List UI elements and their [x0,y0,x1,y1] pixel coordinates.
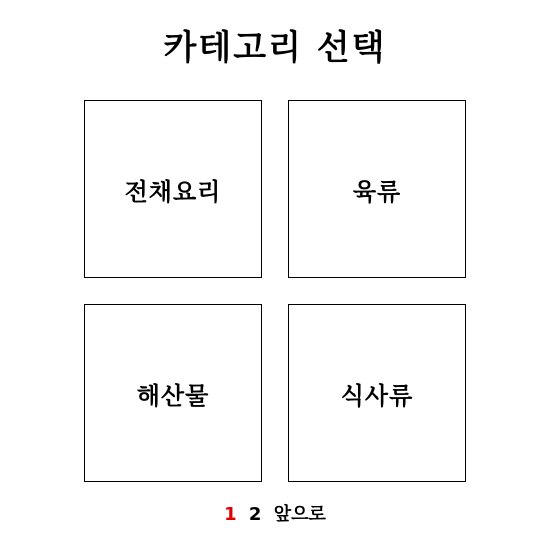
category-label: 육류 [352,177,402,206]
category-label: 해산물 [136,381,210,410]
page-link-current[interactable]: 1 [224,504,237,525]
forward-link[interactable]: 앞으로 [273,504,326,525]
pagination [0,502,550,528]
category-card-meat[interactable] [288,100,466,278]
category-card-seafood[interactable] [84,304,262,482]
category-label: 전채요리 [124,177,222,206]
category-card-meal[interactable] [288,304,466,482]
page-link-next[interactable]: 2 [248,504,262,525]
category-card-appetizer[interactable] [84,100,262,278]
category-label: 식사류 [340,381,414,410]
page-title: 카테고리 선택 [163,28,387,68]
